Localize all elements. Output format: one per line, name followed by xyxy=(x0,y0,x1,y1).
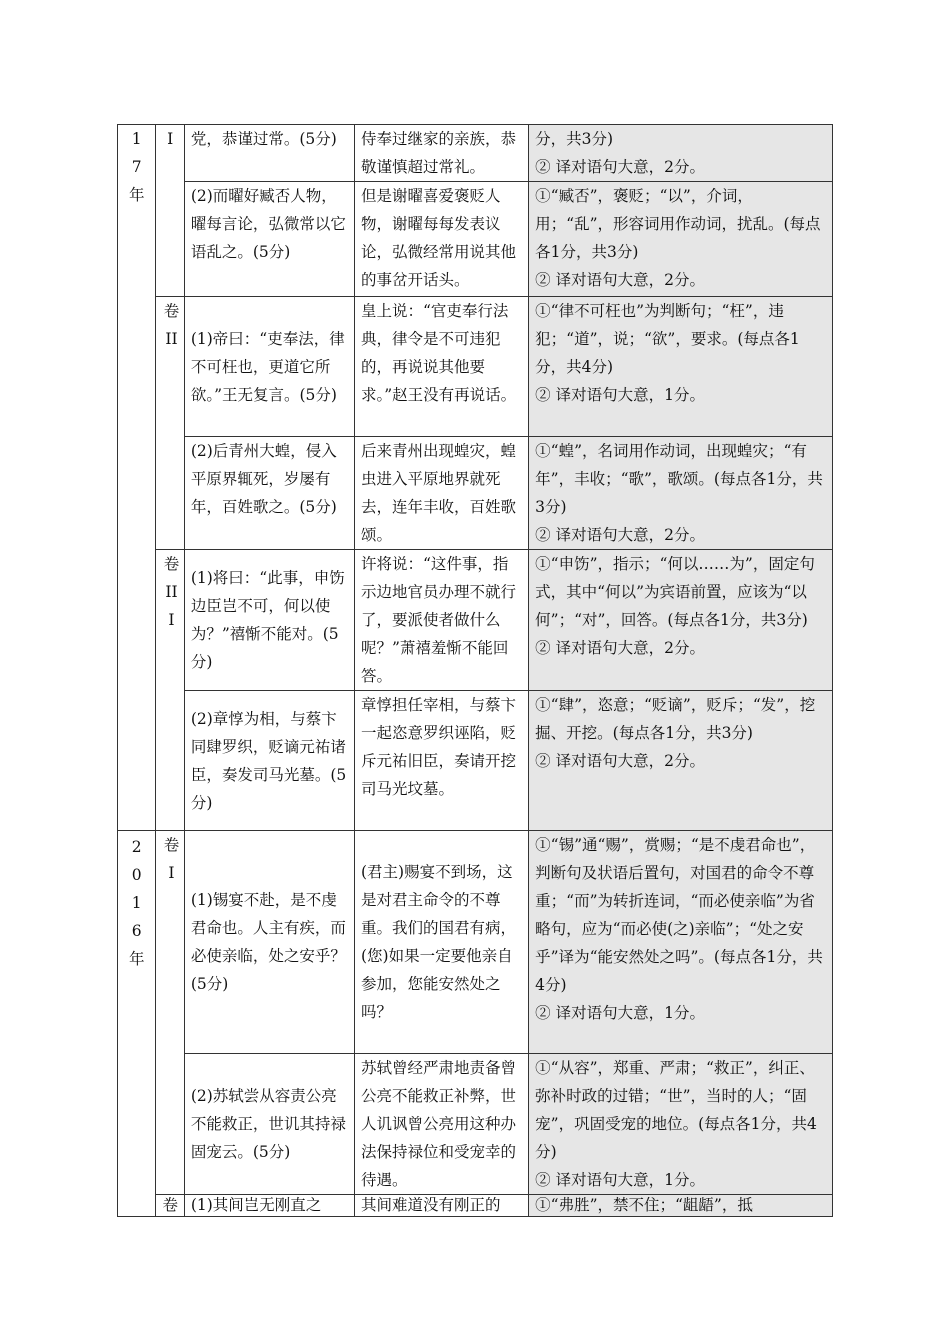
scoring-text: 分，共3分) ② 译对语句大意，2分。 xyxy=(535,130,705,176)
translation-cell: 但是谢曜喜爱褒贬人物，谢曜每每发表议论，弘微经常用说其他的事岔开话头。 xyxy=(354,182,528,297)
question-cell: (1)锡宴不赴，是不虔君命也。人主有疾，而必使亲临，处之安乎？(5分) xyxy=(184,831,354,1054)
scoring-cell: ①“弗胜”，禁不住；“龃龉”，抵 xyxy=(529,1195,833,1217)
paper-label: 卷I xyxy=(163,836,180,882)
scoring-cell xyxy=(529,297,833,437)
translation-cell: 后来青州出现蝗灾，蝗虫进入平原地界就死去，连年丰收，百姓歌颂。 xyxy=(354,437,528,550)
scoring-text: ①“肆”，恣意；“贬谪”，贬斥；“发”，挖掘、开挖。(每点各1分，共3分) ② 译对语句大意，2分。 xyxy=(535,696,816,770)
question-cell: (2)章惇为相，与蔡卞同肆罗织，贬谪元祐诸臣，奏发司马光墓。(5分) xyxy=(184,691,354,831)
paper-label: I xyxy=(167,130,174,148)
paper-cell xyxy=(156,550,184,831)
scoring-text: ①“臧否”，褒贬；“以”，介词，用；“乱”，形容词用作动词，扰乱。(每点各1分，共3分) ② 译对语句大意，2分。 xyxy=(535,187,821,289)
paper-label: 卷II xyxy=(163,302,180,348)
paper-cell xyxy=(156,831,184,1195)
scoring-cell xyxy=(529,182,833,297)
scoring-cell xyxy=(529,691,833,831)
scoring-cell xyxy=(529,1054,833,1195)
translation-cell: 许将说：“这件事，指示边地官员办理不就行了，要派使者做什么呢？”萧禧羞惭不能回答。 xyxy=(354,550,528,691)
scoring-text: ①“从容”，郑重、严肃；“救正”，纠正、弥补时政的过错；“世”，当时的人；“固宠”，巩固受宠的地位。(每点各1分，共4分) ② 译对语句大意，1分。 xyxy=(535,1059,817,1189)
question-cell: (1)将曰：“此事，申饬边臣岂不可，何以使为？”禧惭不能对。(5分) xyxy=(184,550,354,691)
question-cell: (2)后青州大蝗，侵入平原界辄死，岁屡有年，百姓歌之。(5分) xyxy=(184,437,354,550)
question-cell: (1)其间岂无刚直之 xyxy=(184,1195,354,1217)
scoring-cell xyxy=(529,550,833,691)
scoring-text: ①“律不可枉也”为判断句；“枉”，违犯；“道”，说；“欲”，要求。(每点各1分，共4分) ② 译对语句大意，1分。 xyxy=(535,302,800,404)
year-cell xyxy=(118,831,156,1217)
translation-cell: 其间难道没有刚正的 xyxy=(354,1195,528,1217)
translation-cell: 苏轼曾经严肃地责备曾公亮不能救正补弊，世人讥讽曾公亮用这种办法保持禄位和受宠幸的待遇。 xyxy=(354,1054,528,1195)
translation-cell: 侍奉过继家的亲族，恭敬谨慎超过常礼。 xyxy=(354,125,528,182)
paper-cell xyxy=(156,1195,184,1217)
scoring-text: ①“蝗”，名词用作动词，出现蝗灾；“有年”，丰收；“歌”，歌颂。(每点各1分，共3分) ② 译对语句大意，2分。 xyxy=(535,442,823,544)
year-label: 2016年 xyxy=(128,838,145,968)
paper-cell xyxy=(156,297,184,550)
translation-cell: 章惇担任宰相，与蔡卞一起恣意罗织诬陷，贬斥元祐旧臣，奏请开挖司马光坟墓。 xyxy=(354,691,528,831)
scoring-cell xyxy=(529,437,833,550)
answer-table xyxy=(117,124,833,1217)
scoring-cell xyxy=(529,831,833,1054)
question-cell: (2)苏轼尝从容责公亮不能救正，世讥其持禄固宠云。(5分) xyxy=(184,1054,354,1195)
question-cell: (1)帝曰：“吏奉法，律不可枉也，更道它所欲。”王无复言。(5分) xyxy=(184,297,354,437)
translation-cell: 皇上说：“官吏奉行法典，律令是不可违犯的，再说说其他要求。”赵王没有再说话。 xyxy=(354,297,528,437)
year-cell xyxy=(118,125,156,831)
question-cell: (2)而曜好臧否人物，曜每言论，弘微常以它语乱之。(5分) xyxy=(184,182,354,297)
question-cell: 党，恭谨过常。(5分) xyxy=(184,125,354,182)
translation-cell: (君主)赐宴不到场，这是对君主命令的不尊重。我们的国君有病，(您)如果一定要他亲自参加，您能安然处之吗？ xyxy=(354,831,528,1054)
scoring-text: ①“锡”通“赐”，赏赐；“是不虔君命也”，判断句及状语后置句，对国君的命令不尊重；“而”为转折连词，“而必使亲临”为省略句，应为“而必使(之)亲临”；“处之安乎”译为“能安然处之吗”。(每点各1分，共4分) ② 译对语句大意，1分。 xyxy=(535,836,823,1022)
paper-label: 卷III xyxy=(163,555,180,629)
year-label: 17年 xyxy=(128,130,145,204)
scoring-text: ①“申饬”，指示；“何以……为”，固定句式，其中“何以”为宾语前置，应该为“以何”；“对”，回答。(每点各1分，共3分) ② 译对语句大意，2分。 xyxy=(535,555,815,657)
paper-cell xyxy=(156,125,184,297)
scoring-cell xyxy=(529,125,833,182)
paper-label: 卷 xyxy=(162,1196,178,1214)
